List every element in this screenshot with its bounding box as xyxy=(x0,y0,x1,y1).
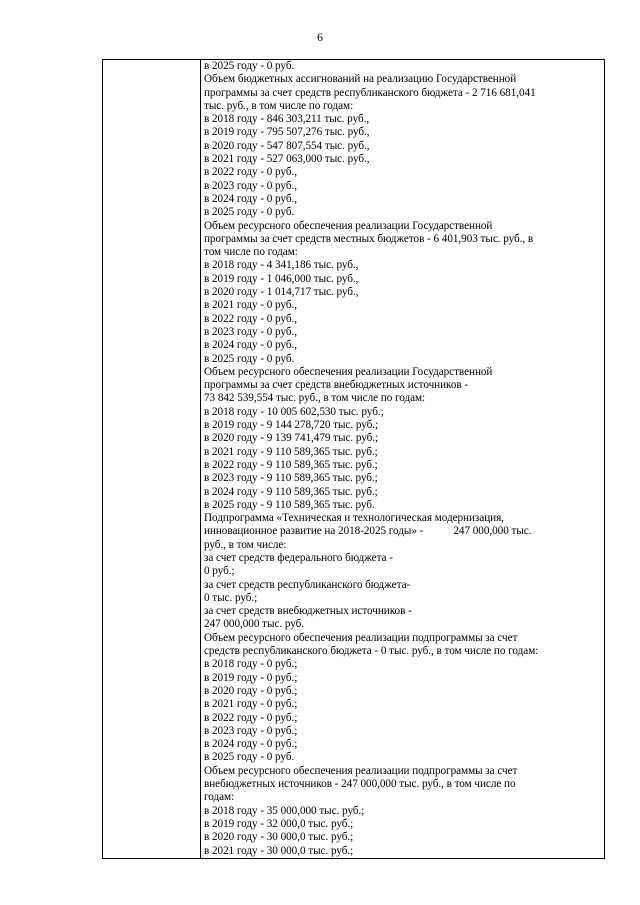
text-line: в 2019 году - 795 507,276 тыс. руб., xyxy=(204,126,370,139)
text-line: в 2025 году - 0 руб. xyxy=(204,60,295,72)
text-line: за счет средств внебюджетных источников - xyxy=(204,605,412,618)
text-line: в 2021 году - 527 063,000 тыс. руб., xyxy=(204,153,370,166)
text-line: за счет средств федерального бюджета - xyxy=(204,551,393,564)
text-line: в 2022 году - 0 руб., xyxy=(204,166,297,179)
text-line: в 2021 году - 30 000,0 тыс. руб.; xyxy=(204,844,354,857)
text-line: в 2023 году - 0 руб., xyxy=(204,179,297,192)
text-line: в 2023 году - 9 110 589,365 тыс. руб.; xyxy=(204,472,378,485)
text-line: в 2024 году - 0 руб., xyxy=(204,339,297,352)
cell-text xyxy=(201,60,604,858)
text-line: Объем ресурсного обеспечения реализации Государственной xyxy=(204,219,493,232)
text-line: в 2022 году - 9 110 589,365 тыс. руб.; xyxy=(204,458,378,471)
text-line: программы за счет средств местных бюджетов - 6 401,903 тыс. руб., в xyxy=(204,232,534,245)
text-line: в 2020 году - 9 139 741,479 тыс. руб.; xyxy=(204,432,379,445)
text-line: программы за счет средств республиканского бюджета - 2 716 681,041 xyxy=(204,86,536,99)
text-line: в 2018 году - 846 303,211 тыс. руб., xyxy=(204,113,370,126)
text-line: программы за счет средств внебюджетных источников - xyxy=(204,379,469,392)
text-line: в 2024 году - 0 руб., xyxy=(204,192,297,205)
text-line: в 2021 году - 9 110 589,365 тыс. руб.; xyxy=(204,445,378,458)
text-line: тыс. руб., в том числе по годам: xyxy=(204,99,354,112)
text-line: внебюджетных источников - 247 000,000 тыс. руб., в том числе по xyxy=(204,778,516,791)
text-line: 73 842 539,554 тыс. руб., в том числе по годам: xyxy=(204,392,426,405)
text-line: в 2019 году - 9 144 278,720 тыс. руб.; xyxy=(204,419,379,432)
left-cell xyxy=(103,60,201,859)
text-line: Объем бюджетных ассигнований на реализацию Государственной xyxy=(204,73,517,86)
text-line: в 2018 году - 4 341,186 тыс. руб., xyxy=(204,259,359,272)
text-line: в 2024 году - 0 руб.; xyxy=(204,738,298,751)
text-line: в 2018 году - 10 005 602,530 тыс. руб.; xyxy=(204,405,384,418)
text-line: в 2023 году - 0 руб.; xyxy=(204,724,298,737)
text-line: годам: xyxy=(204,791,235,804)
text-line: в 2025 году - 0 руб. xyxy=(204,206,295,219)
text-line xyxy=(204,525,601,538)
text-line: Объем ресурсного обеспечения реализации подпрограммы за счет xyxy=(204,631,518,644)
text-line: в 2019 году - 0 руб.; xyxy=(204,671,298,684)
subprogram-amount: 247 000,000 тыс. xyxy=(453,525,532,538)
text-line: Объем ресурсного обеспечения реализации подпрограммы за счет xyxy=(204,764,518,777)
right-cell xyxy=(201,60,605,859)
text-line: том числе по годам: xyxy=(204,246,298,259)
text-line: средств республиканского бюджета - 0 тыс. руб., в том числе по годам: xyxy=(204,645,539,658)
text-line: в 2020 году - 1 014,717 тыс. руб., xyxy=(204,286,359,299)
text-line: в 2019 году - 1 046,000 тыс. руб., xyxy=(204,272,359,285)
table-row xyxy=(103,60,605,859)
text-line: 247 000,000 тыс. руб. xyxy=(204,618,305,631)
text-line: за счет средств республиканского бюджета- xyxy=(204,578,411,591)
subprogram-title-tail: инновационное развитие на 2018-2025 годы» - xyxy=(204,525,424,538)
text-line: в 2018 году - 0 руб.; xyxy=(204,658,298,671)
text-line: 0 тыс. руб.; xyxy=(204,591,258,604)
text-line: в 2018 году - 35 000,000 тыс. руб.; xyxy=(204,804,365,817)
funding-table xyxy=(102,59,605,859)
text-line: в 2020 году - 0 руб.; xyxy=(204,684,298,697)
text-line: в 2022 году - 0 руб.; xyxy=(204,711,298,724)
text-line: 0 руб.; xyxy=(204,565,235,578)
text-line: руб., в том числе: xyxy=(204,538,287,551)
text-line: в 2021 году - 0 руб.; xyxy=(204,698,298,711)
text-line: в 2025 году - 9 110 589,365 тыс. руб. xyxy=(204,498,375,511)
text-line: в 2023 году - 0 руб., xyxy=(204,325,297,338)
text-line: в 2024 году - 9 110 589,365 тыс. руб.; xyxy=(204,485,378,498)
text-line: в 2019 году - 32 000,0 тыс. руб.; xyxy=(204,817,354,830)
text-line: в 2025 году - 0 руб. xyxy=(204,751,295,764)
text-line: в 2020 году - 30 000,0 тыс. руб.; xyxy=(204,831,354,844)
text-line: Объем ресурсного обеспечения реализации Государственной xyxy=(204,365,493,378)
text-line: в 2025 году - 0 руб. xyxy=(204,352,295,365)
page-number: 6 xyxy=(317,30,323,44)
text-line: в 2021 году - 0 руб., xyxy=(204,299,297,312)
text-line: в 2022 году - 0 руб., xyxy=(204,312,297,325)
text-line: Подпрограмма «Техническая и технологическая модернизация, xyxy=(204,512,504,525)
text-line: в 2020 году - 547 807,554 тыс. руб., xyxy=(204,139,370,152)
